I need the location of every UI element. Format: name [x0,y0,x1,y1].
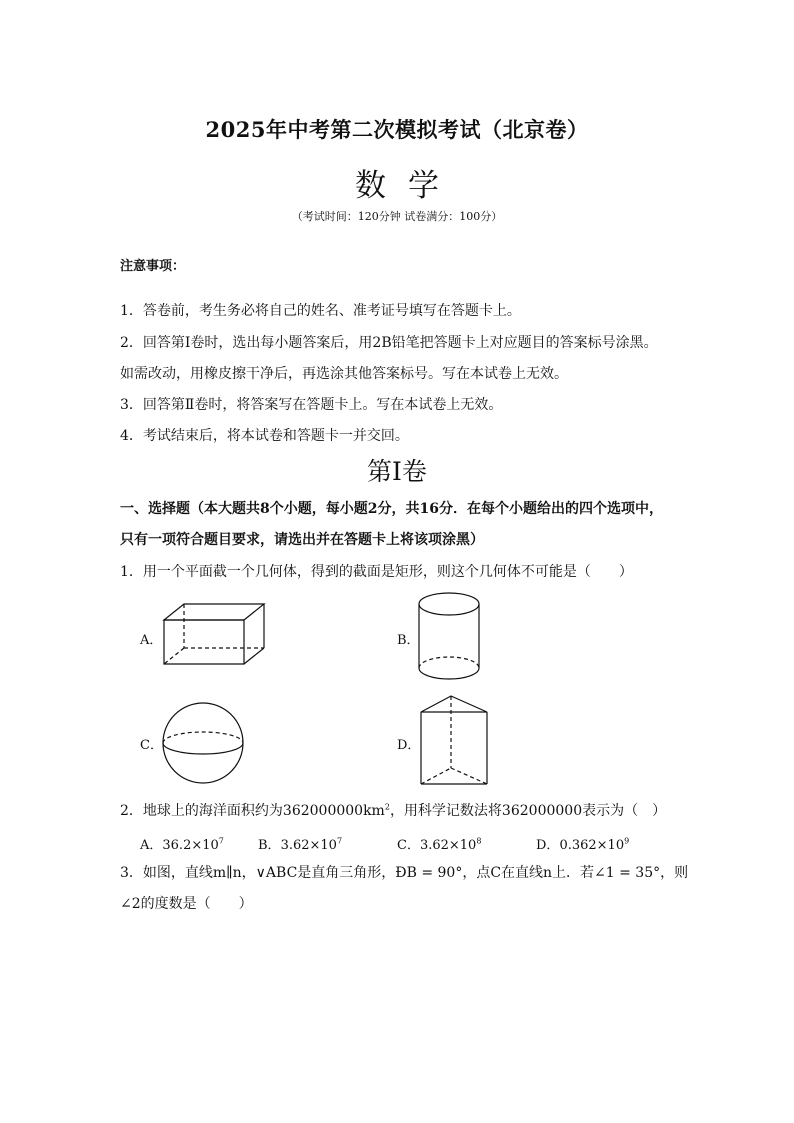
exam-info: （考试时间：120分钟 试卷满分：100分） [291,210,503,223]
exam-title: 2025年中考第二次模拟考试（北京卷） [205,117,589,142]
q1-option-a-label: A． [140,633,163,648]
q2-option-c: C．$3.62\times 10^8$ [397,836,482,853]
cylinder-figure [414,588,484,684]
section-instructions-cont: 只有一项符合题目要求，请选出并在答题卡上将该项涂黑） [120,532,484,548]
question-2-stem: 2．地球上的海洋面积约为$362000000km^2$，用科学记数法将362000000表示为（ ） [120,802,667,819]
note-item-1: 1．答卷前，考生务必将自己的姓名、准考证号填写在答题卡上。 [120,303,521,319]
q2-option-d: D．$0.362\times 10^9$ [536,836,630,853]
note-item-2: 2．回答第Ⅰ卷时，选出每小题答案后，用2B铅笔把答题卡上对应题目的答案标号涂黑。 [120,335,658,351]
question-3-stem: 3．如图，直线m∥n，∨ABC是直角三角形，ÐB = 90°，点C在直线n上．若∠1 = 35°，则 [120,865,689,881]
section-instructions: 一、选择题（本大题共8个小题，每小题2分，共16分．在每个小题给出的四个选项中， [120,501,663,517]
note-item-2-cont: 如需改动，用橡皮擦干净后，再选涂其他答案标号。写在本试卷上无效。 [120,366,568,382]
note-item-3: 3．回答第Ⅱ卷时，将答案写在答题卡上。写在本试卷上无效。 [120,397,503,413]
q1-option-b-label: B． [397,633,420,648]
q2-option-a: A．$36.2\times 10^7$ [140,836,224,853]
q1-option-c-label: C． [140,738,163,753]
question-1-stem: 1．用一个平面截一个几何体，得到的截面是矩形，则这个几何体不可能是（ ） [120,564,633,580]
notes-heading: 注意事项： [120,259,186,274]
q2-option-b: B．$3.62\times 10^7$ [258,836,343,853]
triangular-prism-figure [417,692,491,788]
subject-title: 数学 [355,168,461,204]
note-item-4: 4．考试结束后，将本试卷和答题卡一并交回。 [120,428,409,444]
q1-option-d-label: D． [397,738,421,753]
part-heading: 第Ⅰ卷 [367,457,427,486]
sphere-figure [160,700,246,786]
question-3-stem-cont: ∠2的度数是（ ） [120,896,253,912]
cuboid-figure [160,600,272,670]
